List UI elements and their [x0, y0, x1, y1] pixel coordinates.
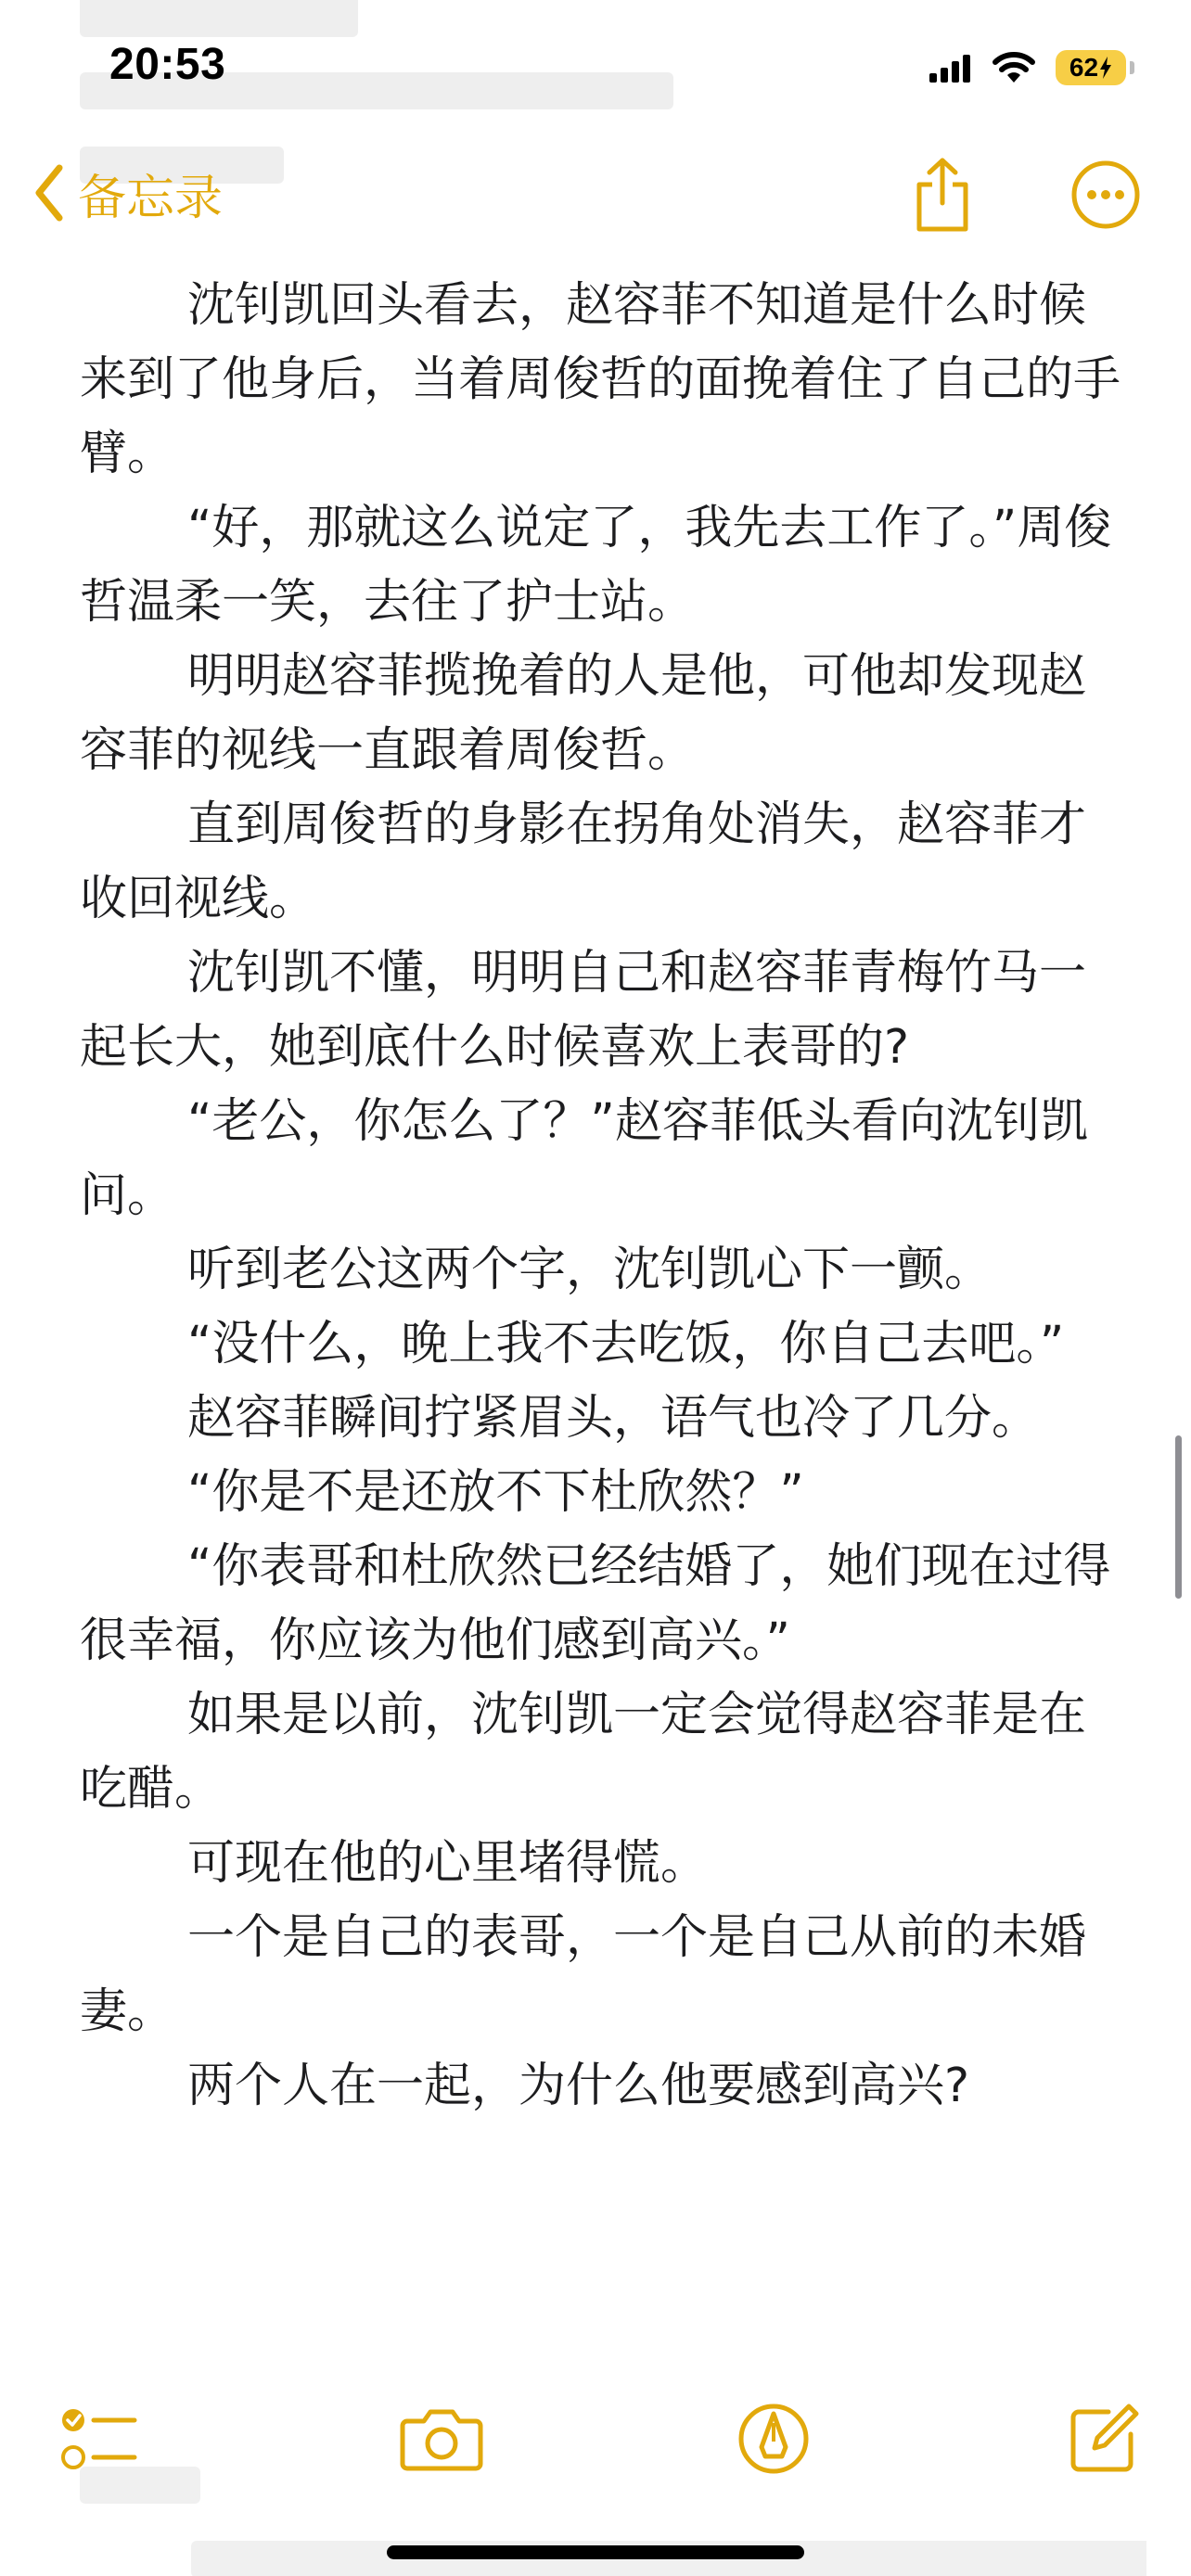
- status-time: 20:53: [109, 40, 226, 89]
- camera-icon: [400, 2406, 483, 2471]
- chevron-left-icon: [33, 164, 65, 222]
- note-paragraph: 听到老公这两个字，沈钊凯心下一颤。: [187, 1243, 992, 1297]
- battery-level: 62: [1069, 53, 1099, 82]
- cellular-signal-icon: [929, 53, 972, 83]
- note-paragraph: “你是不是还放不下杜欣然？”: [187, 1465, 804, 1520]
- home-indicator[interactable]: [387, 2545, 804, 2559]
- status-icons: [929, 45, 1126, 91]
- charging-bolt-icon: [1099, 57, 1112, 79]
- note-paragraph: “好，那就这么说定了，我先去工作了。”周俊哲温柔一笑，去往了护士站。: [80, 501, 1112, 630]
- camera-button[interactable]: [395, 2392, 488, 2485]
- compose-icon: [1068, 2403, 1140, 2475]
- bottom-toolbar: [0, 2374, 1191, 2494]
- share-icon: [910, 157, 975, 233]
- scroll-indicator[interactable]: [1175, 1435, 1182, 1599]
- battery-indicator: [1056, 50, 1126, 85]
- note-paragraph: 两个人在一起，为什么他要感到高兴?: [187, 2059, 970, 2113]
- compose-button[interactable]: [1057, 2392, 1150, 2485]
- note-body[interactable]: [80, 269, 1128, 2123]
- more-button[interactable]: [1067, 156, 1145, 234]
- nav-bar: [0, 139, 1191, 250]
- back-label: 备忘录: [78, 170, 224, 226]
- note-paragraph: 如果是以前，沈钊凯一定会觉得赵容菲是在吃醋。: [80, 1688, 1087, 1817]
- markup-pen-icon: [737, 2403, 810, 2475]
- note-paragraph: 明明赵容菲揽挽着的人是他，可他却发现赵容菲的视线一直跟着周俊哲。: [80, 649, 1087, 778]
- status-bar: [0, 0, 1191, 139]
- note-paragraph: 沈钊凯回头看去，赵容菲不知道是什么时候来到了他身后，当着周俊哲的面挽着住了自己的手臂。: [80, 278, 1121, 481]
- note-paragraph: “你表哥和杜欣然已经结婚了，她们现在过得很幸福，你应该为他们感到高兴。”: [80, 1539, 1111, 1668]
- note-paragraph: “没什么，晚上我不去吃饭，你自己去吧。”: [187, 1317, 1065, 1371]
- battery-tip: [1130, 61, 1134, 74]
- note-paragraph: 可现在他的心里堵得慌。: [187, 1836, 709, 1891]
- wifi-icon: [992, 52, 1035, 83]
- markup-button[interactable]: [727, 2392, 820, 2485]
- checklist-button[interactable]: [52, 2392, 145, 2485]
- checklist-icon: [58, 2402, 138, 2476]
- note-paragraph: “老公，你怎么了？”赵容菲低头看向沈钊凯问。: [80, 1094, 1088, 1223]
- note-paragraph: 赵容菲瞬间拧紧眉头，语气也冷了几分。: [187, 1391, 1040, 1446]
- share-button[interactable]: [903, 156, 981, 234]
- note-paragraph: 沈钊凯不懂，明明自己和赵容菲青梅竹马一起长大，她到底什么时候喜欢上表哥的?: [80, 946, 1087, 1075]
- note-paragraph: 直到周俊哲的身影在拐角处消失，赵容菲才收回视线。: [80, 797, 1087, 926]
- ellipsis-circle-icon: [1070, 159, 1141, 230]
- note-paragraph: 一个是自己的表哥，一个是自己从前的未婚妻。: [80, 1910, 1087, 2039]
- back-button[interactable]: [33, 156, 223, 230]
